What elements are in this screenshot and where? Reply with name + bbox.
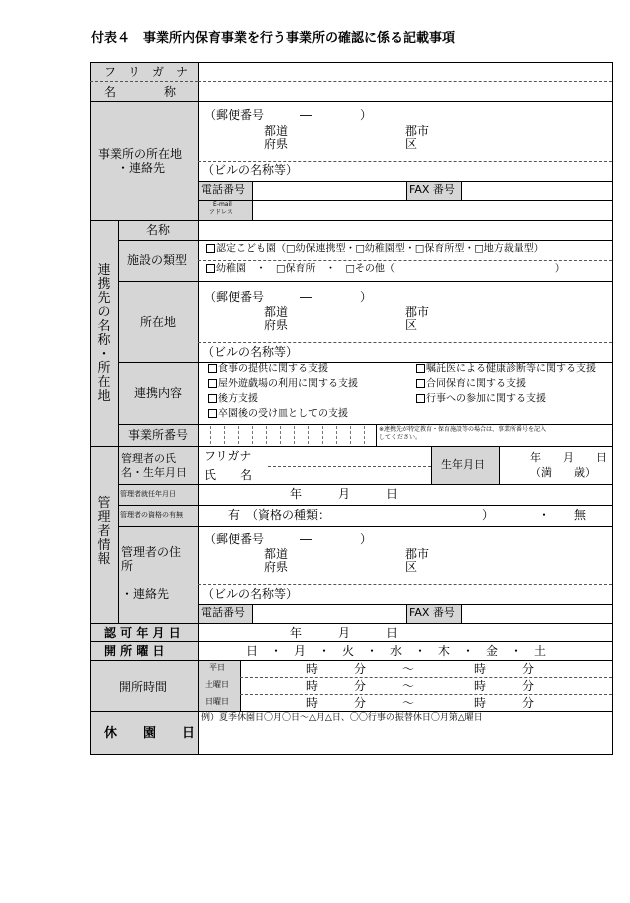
open-days-label: 開 所 曜 日 [104,644,165,658]
cell-separator [406,604,407,623]
checkbox-icon[interactable] [208,394,217,403]
office-digit-box [238,426,239,444]
manager-address-label: 管理者の住 [121,545,182,559]
name-input[interactable] [200,84,610,100]
todofuken-label: 府県 [264,137,289,151]
checkbox-icon[interactable] [208,379,217,388]
qualification-dot: ・ [538,508,551,522]
row-rule [198,200,613,201]
building-name-label: （ビルの名称等） [202,163,299,177]
coop-item-text: 屋外遊戯場の利用に関する支援 [218,378,358,390]
coop-item[interactable] [416,394,546,405]
partner-postal-code: （郵便番号 ― ） [204,290,373,304]
tel-label: 電話番号 [201,183,245,196]
row-rule [90,623,613,624]
manager-building: （ビルの名称等） [202,587,299,601]
location-label: 事業所の所在地 [98,147,183,161]
row-rule [118,281,613,282]
dashed-rule [198,260,612,261]
cell-separator [252,181,253,220]
sunday-label: 日曜日 [205,697,229,706]
partner-ku: 区 [405,318,418,332]
office-digit-box [322,426,323,444]
cell-separator [376,424,377,446]
office-digit-box [280,426,281,444]
table-border [90,754,613,755]
dashed-rule [198,161,612,162]
dashed-rule [198,584,612,585]
dashed-rule [240,677,612,678]
checkbox-icon[interactable] [206,244,215,253]
coop-item[interactable] [416,364,596,375]
partner-location-label: 所在地 [140,315,177,329]
row-rule [118,240,613,241]
office-number-note: ※連携先が特定教育・保育施設等の場合は、事業所番号を記入 [379,426,547,433]
dashed-rule [198,81,612,82]
coop-item[interactable] [208,379,358,390]
office-number-note: してください。 [379,434,422,441]
contact-label: ・連絡先 [117,161,166,175]
manager-tel-label: 電話番号 [201,606,245,619]
partner-building-label: （ビルの名称等） [202,345,299,359]
row-rule [90,220,613,221]
facility-option-line2[interactable] [206,264,565,275]
row-rule [90,641,613,642]
office-digit-box [336,426,337,444]
todofuken-label: 都道 [264,124,289,138]
cell-separator [461,181,462,200]
cooperation-label: 連携内容 [134,386,183,400]
facility-option-text: 認定こども園（□幼保連携型・□幼稚園型・□保育所型・□地方裁量型） [216,243,544,255]
office-digit-box [210,426,211,444]
fax-label: FAX 番号 [409,183,455,196]
weekday-label: 平日 [209,663,225,672]
row-rule [118,424,613,425]
office-digit-box [308,426,309,444]
coop-item[interactable] [416,379,526,390]
birthdate-ymd: 年 月 日 [530,451,607,464]
furigana-label: フ リ ガ ナ [104,65,189,79]
facility-option-line1[interactable] [206,244,544,255]
ku-label: 区 [405,137,418,151]
approval-date-label: 認 可 年 月 日 [104,626,181,640]
office-digit-box [350,426,351,444]
manager-todofuken: 都道 [264,547,289,561]
coop-item-text: 嘱託医による健康診断等に関する支援 [426,363,596,375]
partner-todofuken: 府県 [264,318,289,332]
approval-date: 年 月 日 [290,626,399,640]
email-input[interactable] [254,202,610,218]
dashed-rule [198,342,612,343]
manager-contact-label: ・連絡先 [121,587,170,601]
office-digit-box [294,426,295,444]
checkbox-icon[interactable] [208,409,217,418]
cell-separator [461,604,462,623]
dashed-rule [240,694,612,695]
coop-item-text: 行事への参加に関する支援 [426,393,546,405]
birthdate-age: （満 歳） [530,466,596,479]
coop-item[interactable] [208,364,328,375]
sunday-hours: 時 分 ～ 時 分 [306,696,535,710]
coop-item-text: 食事の提供に関する支援 [218,363,328,375]
holiday-label: 休 園 日 [104,726,196,741]
manager-gunshi: 郡市 [405,547,430,561]
manager-postal: （郵便番号 ― ） [204,532,373,546]
manager-furigana-label: フリガナ [204,449,252,463]
postal-code: （郵便番号 ― ） [204,108,373,122]
row-rule [118,526,613,527]
row-rule [90,711,613,712]
tel-input[interactable] [254,183,404,199]
row-rule [118,505,613,506]
office-number-label: 事業所番号 [128,428,189,442]
row-rule [90,660,613,661]
checkbox-icon[interactable] [416,364,425,373]
manager-name-label: 管理者の氏 [121,452,176,465]
facility-option-text: 幼稚園 ・ □保育所 ・ □その他（ ） [216,263,565,275]
manager-fax-label: FAX 番号 [409,606,455,619]
office-digit-box [252,426,253,444]
table-border [90,62,613,63]
form-title: 付表４ 事業所内保育事業を行う事業所の確認に係る記載事項 [91,31,456,46]
row-rule [90,101,613,102]
cell-separator [406,181,407,200]
office-digit-box [224,426,225,444]
office-digit-box [266,426,267,444]
partner-name-label: 名称 [146,223,171,237]
manager-birth-label: 名・生年月日 [121,466,187,479]
facility-type-label: 施設の類型 [127,253,188,267]
office-digit-box [364,426,365,444]
checkbox-icon[interactable] [416,379,425,388]
saturday-label: 土曜日 [205,680,229,689]
manager-name-field-label: 氏 名 [204,468,253,482]
checkbox-icon[interactable] [208,364,217,373]
manager-todofuken: 府県 [264,560,289,574]
manager-vertical-label: 管 理 者 情 報 [97,496,111,568]
weekday-hours: 時 分 ～ 時 分 [306,662,535,676]
name-label: 名 称 [104,85,177,99]
qualification-yes: 有 （資格の種類： [228,508,331,522]
open-hours-label: 開所時間 [119,680,168,694]
cell-separator [252,604,253,623]
fax-input[interactable] [463,183,610,199]
manager-start-label: 管理者就任年月日 [120,490,176,498]
furigana-input[interactable] [200,66,610,80]
manager-ku: 区 [405,560,418,574]
table-border [90,62,91,755]
email-label: アドレス [209,209,233,216]
manager-address-label: 所 [121,559,134,573]
partner-vertical-label: 連 携 先 の 名 称 ・ 所 在 地 [97,263,111,405]
row-rule [90,446,613,447]
manager-qual-label: 管理者の資格の有無 [120,511,183,519]
manager-start-date: 年 月 日 [290,487,399,501]
row-rule [118,484,613,485]
partner-gunshi: 郡市 [405,305,430,319]
dashed-rule [268,466,431,467]
checkbox-icon[interactable] [416,394,425,403]
gunshi-label: 郡市 [405,124,430,138]
coop-item-text: 後方支援 [218,393,258,405]
birthdate-label: 生年月日 [441,458,485,471]
partner-todofuken: 都道 [264,305,289,319]
saturday-hours: 時 分 ～ 時 分 [306,679,535,693]
cell-separator [431,446,432,484]
cell-separator [499,446,500,484]
open-days: 日 ・ 月 ・ 火 ・ 水 ・ 木 ・ 金 ・ 土 [246,644,547,658]
holiday-example: 例）夏季休園日〇月〇日～△月△日、〇〇行事の振替休日〇月第△曜日 [201,713,483,723]
label-separator [198,62,199,755]
coop-item[interactable] [208,409,348,420]
cell-separator [240,660,241,711]
dashed-rule [90,81,198,82]
coop-item-text: 卒園後の受け皿としての支援 [218,408,348,420]
email-label: E-mail [213,201,232,208]
qualification-no: 無 [574,508,587,522]
coop-item-text: 合同保育に関する支援 [426,378,526,390]
qualification-close: ） [482,508,495,522]
checkbox-icon[interactable] [206,264,215,273]
coop-item[interactable] [208,394,258,405]
table-border [612,62,613,755]
